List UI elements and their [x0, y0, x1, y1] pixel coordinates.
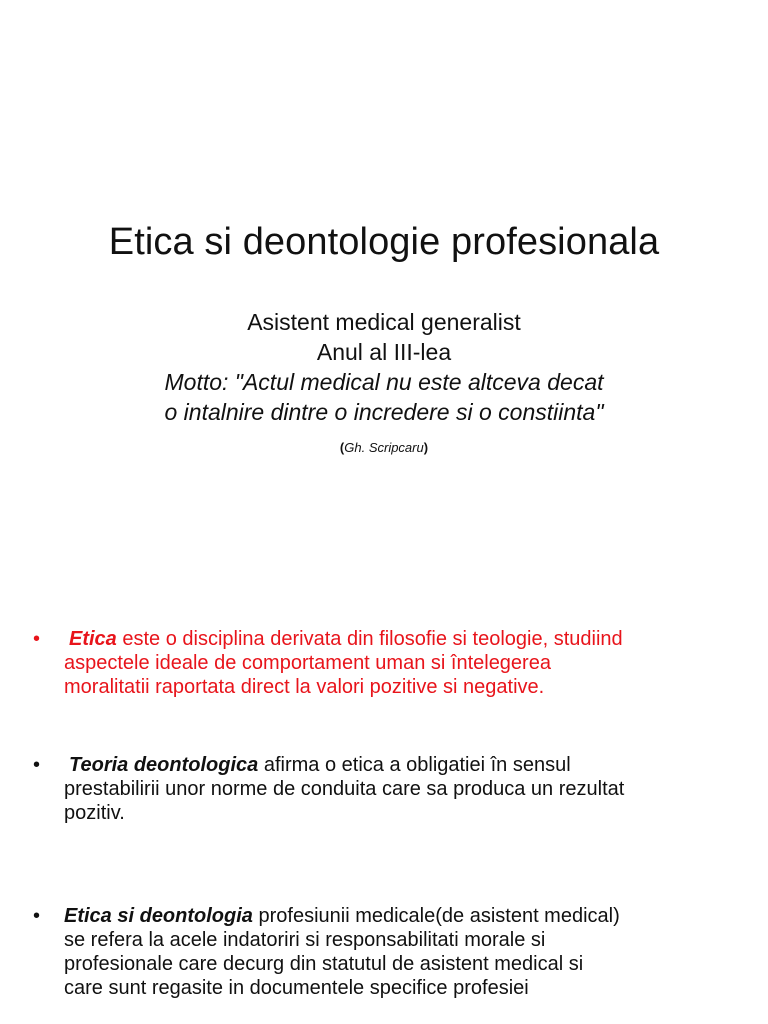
bullet-term: Etica si deontologia — [64, 905, 253, 927]
bullet-text-line: afirma o etica a obligatiei în sensul — [258, 754, 571, 776]
author-paren-close: ) — [423, 440, 429, 455]
bullet-term: Etica — [69, 628, 117, 650]
motto-line-1: Motto: "Actul medical nu este altceva decat — [164, 369, 604, 395]
motto-author — [0, 439, 768, 457]
bullet-text-line: prestabilirii unor norme de conduita care sa produca un rezultat — [64, 778, 625, 800]
author-name: Gh. Scripcaru — [344, 440, 424, 455]
bullet-term: Teoria deontologica — [69, 754, 259, 776]
author-paren-open: ( — [339, 440, 345, 455]
slide-title: Etica si deontologie profesionala — [108, 221, 660, 263]
bullet-marker: • — [33, 754, 41, 776]
bullet-text-line: profesiunii medicale(de asistent medical) — [252, 905, 620, 927]
bullet-text-line: moralitatii raportata direct la valori pozitive si negative. — [64, 676, 545, 698]
study-year: Anul al III-lea — [316, 339, 452, 365]
bullet-text-line: aspectele ideale de comportament uman si întelegerea — [64, 652, 551, 674]
bullet-item-medical-ethics — [33, 904, 753, 1000]
subtitle-block — [0, 307, 768, 457]
motto-line-2: o intalnire dintre o incredere si o constiinta" — [164, 399, 604, 425]
program-name: Asistent medical generalist — [247, 309, 521, 335]
bullet-list-deontology-theory — [33, 753, 753, 825]
bullet-item-deontology-theory — [33, 753, 753, 825]
bullet-text-line: profesionale care decurg din statutul de asistent medical si — [64, 953, 584, 975]
bullet-text-line: pozitiv. — [64, 802, 125, 824]
bullet-item-ethics — [33, 627, 753, 699]
bullet-text-line: care sunt regasite in documentele specifice profesiei — [64, 977, 529, 999]
bullet-list-medical-ethics — [33, 904, 753, 1000]
bullet-marker: • — [33, 905, 41, 927]
bullet-marker: • — [33, 628, 41, 650]
bullet-text-line: este o disciplina derivata din filosofie si teologie, studiind — [116, 628, 623, 650]
bullet-list-ethics — [33, 627, 753, 699]
bullet-text-line: se refera la acele indatoriri si responsabilitati morale si — [64, 929, 546, 951]
